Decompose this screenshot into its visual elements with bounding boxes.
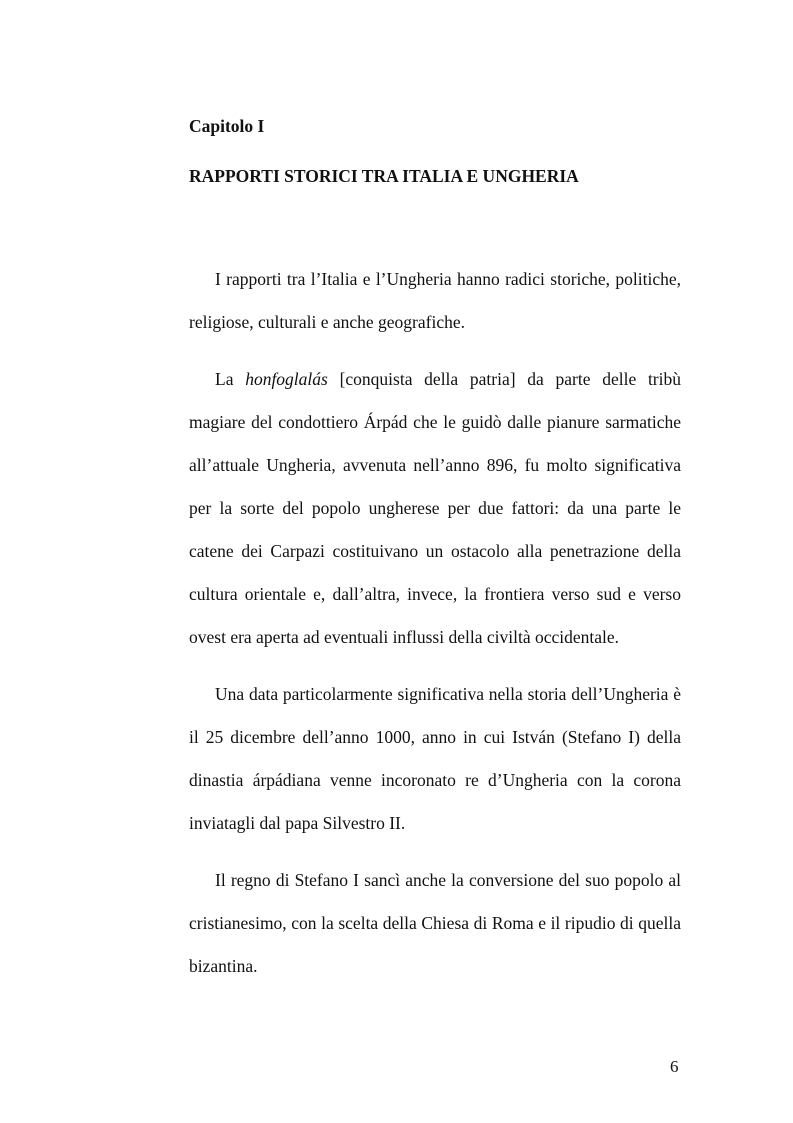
paragraph-1: I rapporti tra l’Italia e l’Ungheria hanno radici storiche, politiche, religiose, culturali e anche geografiche. <box>189 269 681 332</box>
italic-term-honfoglalas: honfoglalás <box>245 369 328 389</box>
paragraph-2 <box>189 358 681 659</box>
chapter-label: Capitolo I <box>189 116 265 136</box>
chapter-title: RAPPORTI STORICI TRA ITALIA E UNGHERIA <box>189 166 579 186</box>
paragraph-2-intro: La <box>215 369 246 389</box>
page-number: 6 <box>670 1057 679 1076</box>
paragraph-4: Il regno di Stefano I sancì anche la conversione del suo popolo al cristianesimo, con la scelta della Chiesa di Roma e il ripudio di quella bizantina. <box>189 870 681 976</box>
paragraph-2-rest: [conquista della patria] da parte delle tribù magiare del condottiero Árpád che le guidò dalle pianure sarmatiche all’attuale Ungheria, avvenuta nell’anno 896, fu molto significativa per la sorte del popolo ungherese per due fattori: da una parte le catene dei Carpazi costituivano un ostacolo alla penetrazione della cultura orientale e, dall’altra, invece, la frontiera verso sud e verso ovest era aperta ad eventuali influssi della civiltà occidentale. <box>189 369 681 647</box>
document-page <box>189 0 681 1123</box>
body-text <box>189 258 681 1002</box>
paragraph-3: Una data particolarmente significativa nella storia dell’Ungheria è il 25 dicembre dell’anno 1000, anno in cui István (Stefano I) della dinastia árpádiana venne incoronato re d’Ungheria con la corona inviatagli dal papa Silvestro II. <box>189 684 681 833</box>
